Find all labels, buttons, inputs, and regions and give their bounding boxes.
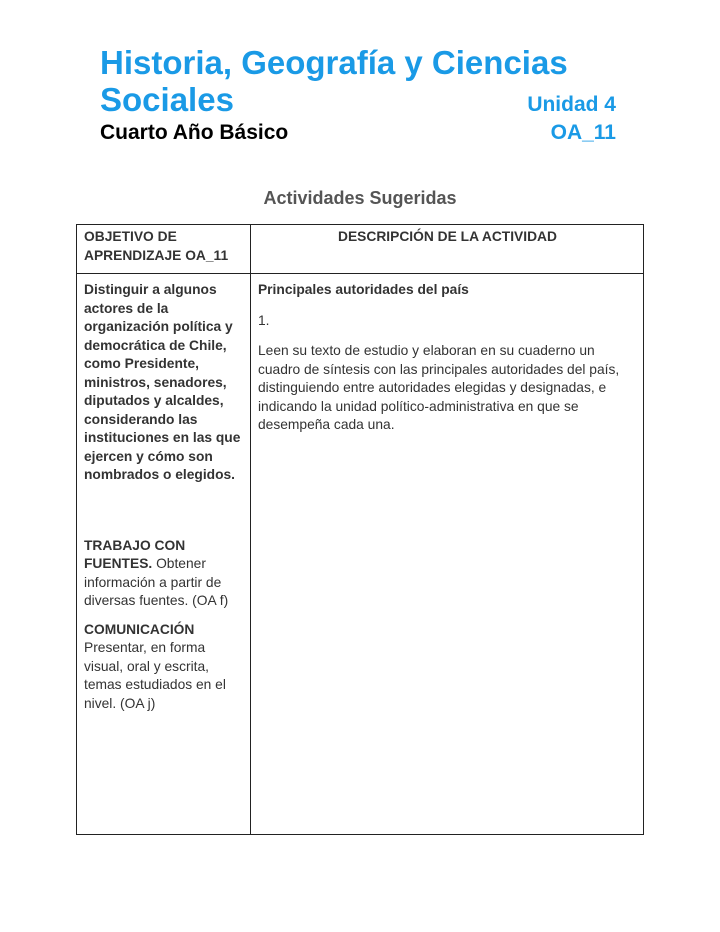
objective-cell [77, 274, 251, 835]
skill-communication [84, 621, 244, 714]
skill-heading: TRABAJO CON FUENTES. [84, 537, 186, 571]
activity-table [76, 224, 644, 835]
subject-title-row [100, 82, 616, 118]
subject-title-line-2: Sociales [100, 81, 234, 118]
section-title: Actividades Sugeridas [263, 188, 457, 208]
table-header-row [77, 225, 644, 274]
grade-row [100, 120, 616, 146]
unit-label: Unidad 4 [527, 93, 616, 116]
grade-label: Cuarto Año Básico [100, 121, 289, 144]
page-header [100, 44, 616, 146]
activity-description: Leen su texto de estudio y elaboran en su cuaderno un cuadro de síntesis con las principales autoridades del país, distinguiendo entre autoridades elegidas y designadas, e indicando la unidad político-administrativa en que se desempeña cada una. [257, 343, 620, 432]
objective-column-header: OBJETIVO DE APRENDIZAJE OA_11 [77, 225, 251, 274]
skill-text: Presentar, en forma visual, oral y escrita, temas estudiados en el nivel. (OA j) [84, 640, 226, 711]
activity-heading: Principales autoridades del país [257, 282, 469, 297]
subject-title-line-1: Historia, Geografía y Ciencias [100, 44, 568, 81]
skill-sources [84, 537, 244, 611]
skill-text: Obtener información a partir de diversas fuentes. (OA f) [84, 556, 229, 608]
table-row [77, 274, 644, 835]
activity-number: 1. [257, 312, 270, 328]
skill-heading: COMUNICACIÓN [84, 621, 195, 637]
learning-objective-text: Distinguir a algunos actores de la organización política y democrática de Chile, como Presidente, ministros, senadores, diputados y alcaldes, considerando las instituciones en las que ejercen y cómo son nombrados o elegidos. [84, 282, 241, 482]
oa-code-label: OA_11 [550, 121, 616, 144]
activity-cell [250, 274, 643, 835]
description-column-header: DESCRIPCIÓN DE LA ACTIVIDAD [250, 225, 643, 274]
